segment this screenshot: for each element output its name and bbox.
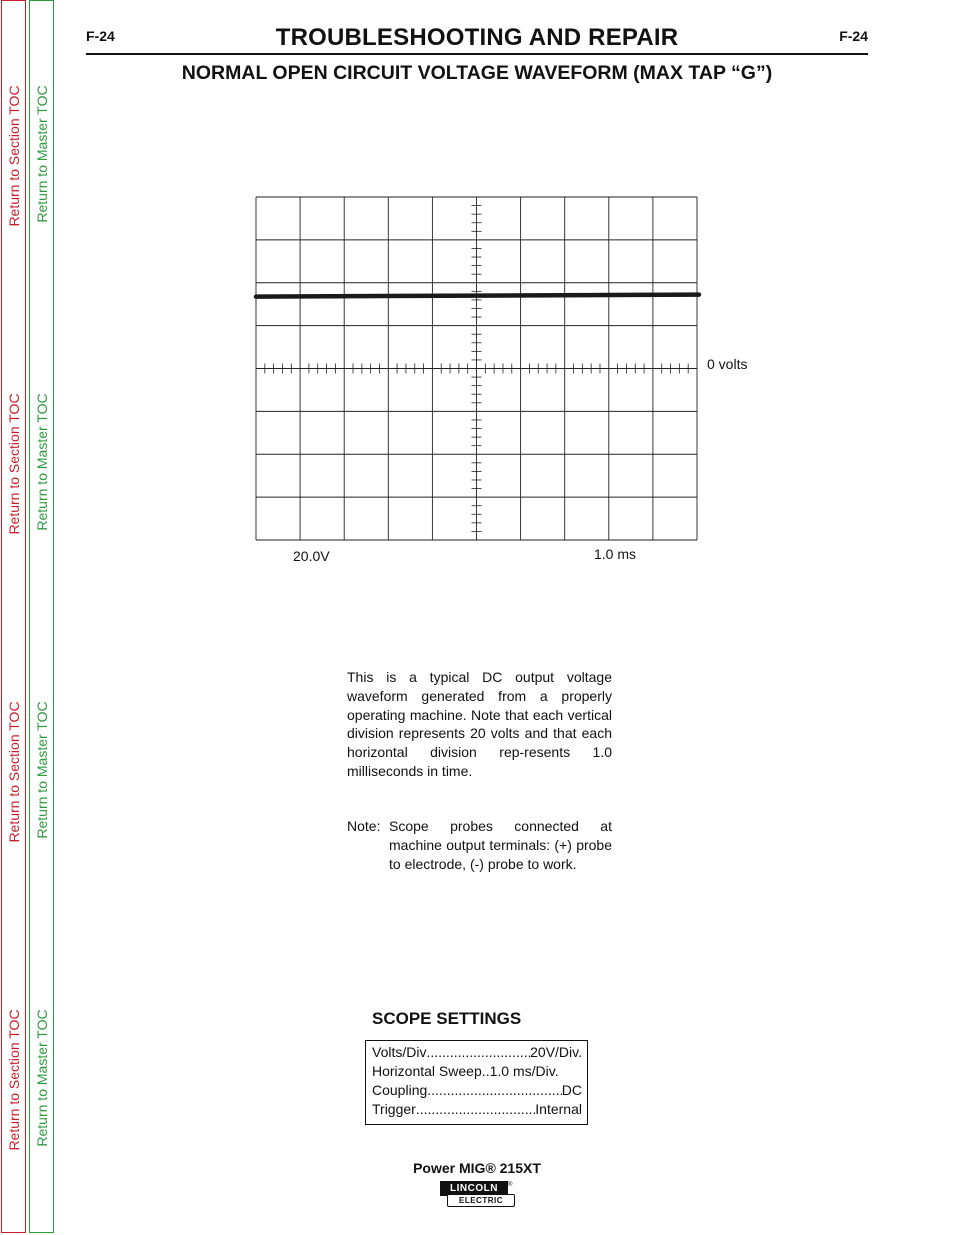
page-title: TROUBLESHOOTING AND REPAIR bbox=[275, 24, 679, 51]
setting-label: Coupling bbox=[372, 1082, 428, 1098]
waveform-title: NORMAL OPEN CIRCUIT VOLTAGE WAVEFORM (MAX TAP “G”) bbox=[181, 62, 773, 84]
page-number-right: F-24 bbox=[839, 28, 868, 44]
lincoln-electric-logo bbox=[437, 1181, 515, 1208]
waveform-trace bbox=[256, 295, 699, 297]
section-toc-link[interactable]: Return to Section TOC bbox=[5, 85, 22, 227]
logo-electric-text: ELECTRIC bbox=[447, 1194, 515, 1207]
time-per-div-label: 1.0 ms bbox=[594, 546, 637, 562]
master-toc-link[interactable]: Return to Master TOC bbox=[33, 701, 50, 839]
master-toc-link[interactable]: Return to Master TOC bbox=[33, 393, 50, 531]
leader-dots bbox=[426, 1043, 530, 1062]
waveform-description: This is a typical DC output voltage waveform generated from a properly operating machine. Note that each vertical division represents 20 volts and that each horizontal division rep-resents 1.0 milliseconds in time. bbox=[347, 669, 612, 779]
setting-row bbox=[372, 1062, 582, 1081]
setting-label: Volts/Div bbox=[372, 1044, 427, 1060]
setting-row bbox=[372, 1100, 582, 1119]
master-toc-link[interactable]: Return to Master TOC bbox=[33, 1009, 50, 1147]
zero-volts-label: 0 volts bbox=[707, 356, 748, 372]
setting-value: DC bbox=[561, 1082, 582, 1098]
note-text: Scope probes connected at machine output terminals: (+) probe to electrode, (-) probe to work. bbox=[389, 818, 612, 872]
section-toc-link[interactable]: Return to Section TOC bbox=[5, 1009, 22, 1151]
logo-lincoln-text: LINCOLN bbox=[440, 1181, 508, 1196]
probe-note bbox=[347, 817, 612, 873]
setting-row bbox=[372, 1043, 582, 1062]
logo-registered-mark: ® bbox=[508, 1182, 513, 1188]
note-label: Note: bbox=[347, 818, 381, 834]
setting-value: .1.0 ms/Div. bbox=[485, 1063, 559, 1079]
scope-settings-box bbox=[365, 1040, 588, 1125]
product-model: Power MIG® 215XT bbox=[413, 1160, 541, 1176]
leader-dots bbox=[427, 1081, 562, 1100]
scope-settings-title: SCOPE SETTINGS bbox=[372, 1009, 522, 1028]
setting-label: Horizontal Sweep bbox=[372, 1063, 482, 1079]
setting-row bbox=[372, 1081, 582, 1100]
setting-value: Internal bbox=[535, 1101, 582, 1117]
section-toc-link[interactable]: Return to Section TOC bbox=[5, 393, 22, 535]
section-toc-link[interactable]: Return to Section TOC bbox=[5, 701, 22, 843]
page-number-left: F-24 bbox=[86, 28, 115, 44]
master-toc-link[interactable]: Return to Master TOC bbox=[33, 85, 50, 223]
setting-label: Trigger bbox=[372, 1101, 416, 1117]
setting-value: 20V/Div. bbox=[530, 1044, 582, 1060]
volts-per-div-label: 20.0V bbox=[293, 548, 330, 564]
leader-dots bbox=[416, 1100, 535, 1119]
